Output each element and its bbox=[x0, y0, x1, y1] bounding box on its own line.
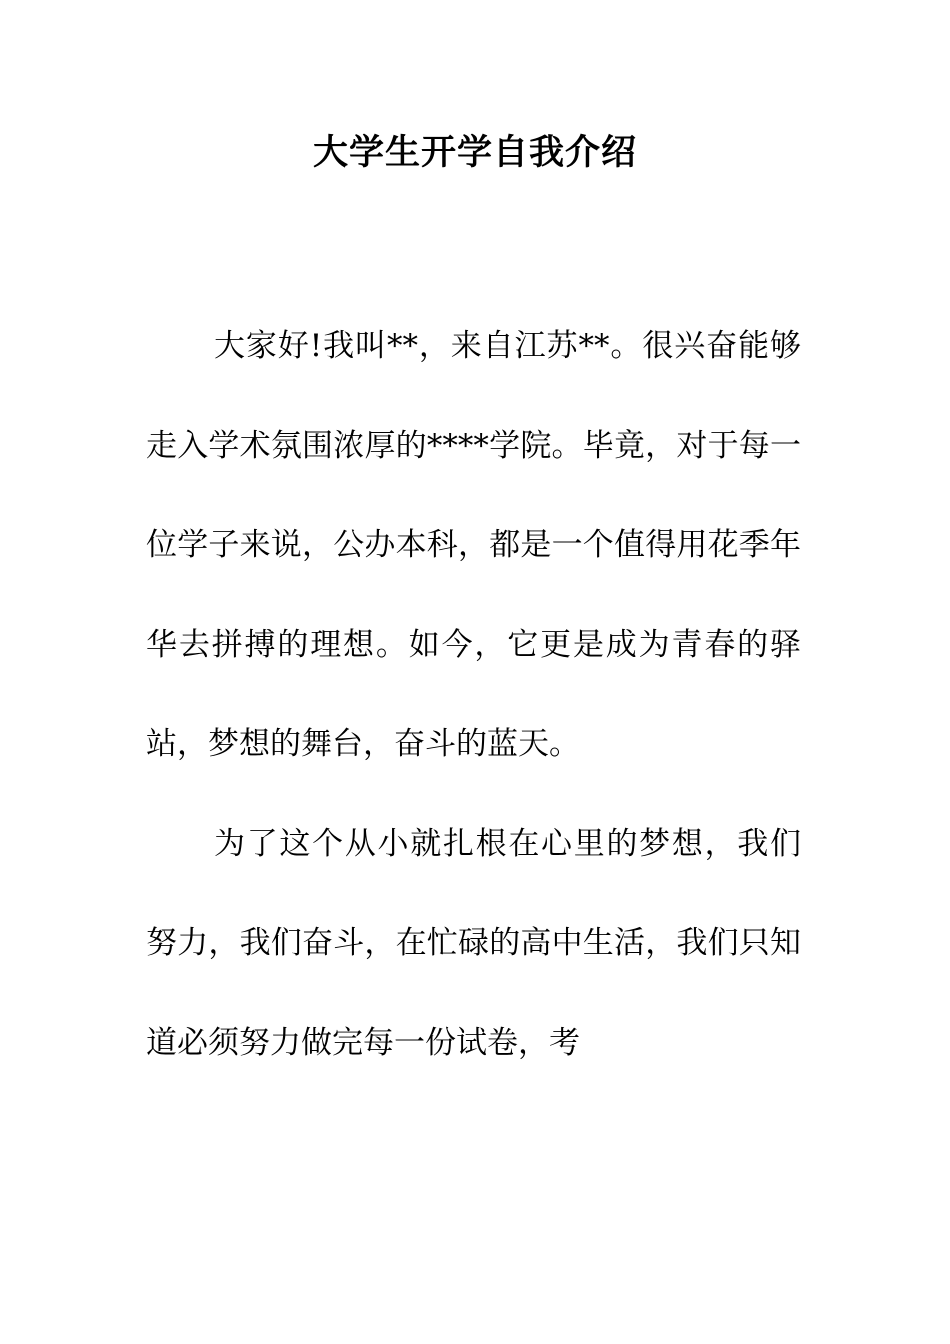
paragraph-introduction: 大家好!我叫**，来自江苏**。很兴奋能够走入学术氛围浓厚的****学院。毕竟，对于每一位学子来说，公办本科，都是一个值得用花季年华去拼搏的理想。如今，它更是成为青春的驿站，梦想的舞台，奋斗的蓝天。 bbox=[146, 328, 801, 762]
paragraph-dream: 为了这个从小就扎根在心里的梦想，我们努力，我们奋斗，在忙碌的高中生活，我们只知道必须努力做完每一份试卷，考 bbox=[146, 825, 801, 1061]
document-title: 大学生开学自我介绍 bbox=[312, 133, 637, 173]
document-body bbox=[146, 297, 801, 1093]
